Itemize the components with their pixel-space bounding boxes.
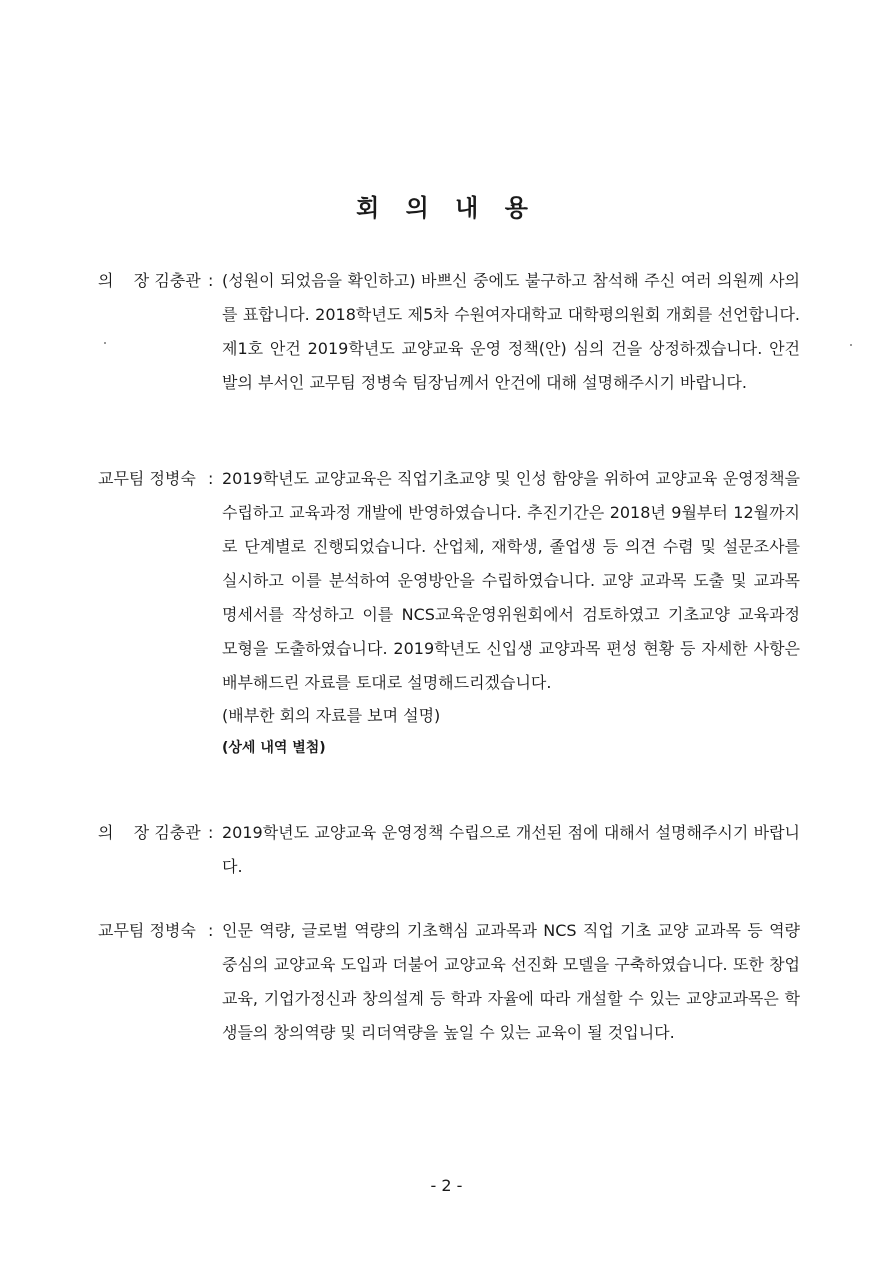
minutes-entry (98, 264, 800, 400)
colon-separator: : (208, 469, 214, 488)
procedure-note: (배부한 회의 자료를 보며 설명) (222, 706, 441, 725)
scan-speck (850, 344, 852, 346)
statement-text: 2019학년도 교양교육 운영정책 수립으로 개선된 점에 대해서 설명해주시기 바랍니다. (222, 823, 800, 876)
statement-text: (성원이 되었음을 확인하고) 바쁘신 중에도 불구하고 참석해 주신 여러 의원께 사의를 표합니다. 2018학년도 제5차 수원여자대학교 대학평의원회 개회를 선언합니다. 제1호 안건 2019학년도 교양교육 운영 정책(안) 심의 건을 상정하겠습니다. 안건 발의 부서인 교무팀 정병숙 팀장님께서 안건에 대해 설명해주시기 바랍니다. (222, 271, 800, 392)
minutes-entry (98, 816, 800, 884)
scan-speck (104, 342, 106, 344)
speaker-label: 교무팀 정병숙 (98, 921, 196, 940)
page-title: 회 의 내 용 (356, 194, 537, 222)
page-number: - 2 - (430, 1176, 463, 1195)
speaker-label: 의 장 김충관 (98, 823, 201, 842)
statement-text: 2019학년도 교양교육은 직업기초교양 및 인성 함양을 위하여 교양교육 운영정책을 수립하고 교육과정 개발에 반영하였습니다. 추진기간은 2018년 9월부터 12월까지로 단계별로 진행되었습니다. 산업체, 재학생, 졸업생 등 의견 수렴 및 설문조사를 실시하고 이를 분석하여 운영방안을 수립하였습니다. 교양 교과목 도출 및 교과목 명세서를 작성하고 이를 NCS교육운영위원회에서 검토하였고 기초교양 교육과정 모형을 도출하였습니다. 2019학년도 신입생 교양과목 편성 현황 등 자세한 사항은 배부해드린 자료를 토대로 설명해드리겠습니다. (222, 469, 800, 692)
colon-separator: : (208, 921, 214, 940)
speaker-label: 의 장 김충관 (98, 271, 201, 290)
colon-separator: : (208, 823, 214, 842)
speaker-label: 교무팀 정병숙 (98, 469, 196, 488)
colon-separator: : (208, 271, 214, 290)
attachment-note: (상세 내역 별첨) (222, 740, 326, 756)
minutes-entry (98, 462, 800, 764)
minutes-entry (98, 914, 800, 1050)
statement-text: 인문 역량, 글로벌 역량의 기초핵심 교과목과 NCS 직업 기초 교양 교과목 등 역량 중심의 교양교육 도입과 더불어 교양교육 선진화 모델을 구축하였습니다. 또한 창업교육, 기업가정신과 창의설계 등 학과 자율에 따라 개설할 수 있는 교양교과목은 학생들의 창의역량 및 리더역량을 높일 수 있는 교육이 될 것입니다. (222, 921, 800, 1042)
